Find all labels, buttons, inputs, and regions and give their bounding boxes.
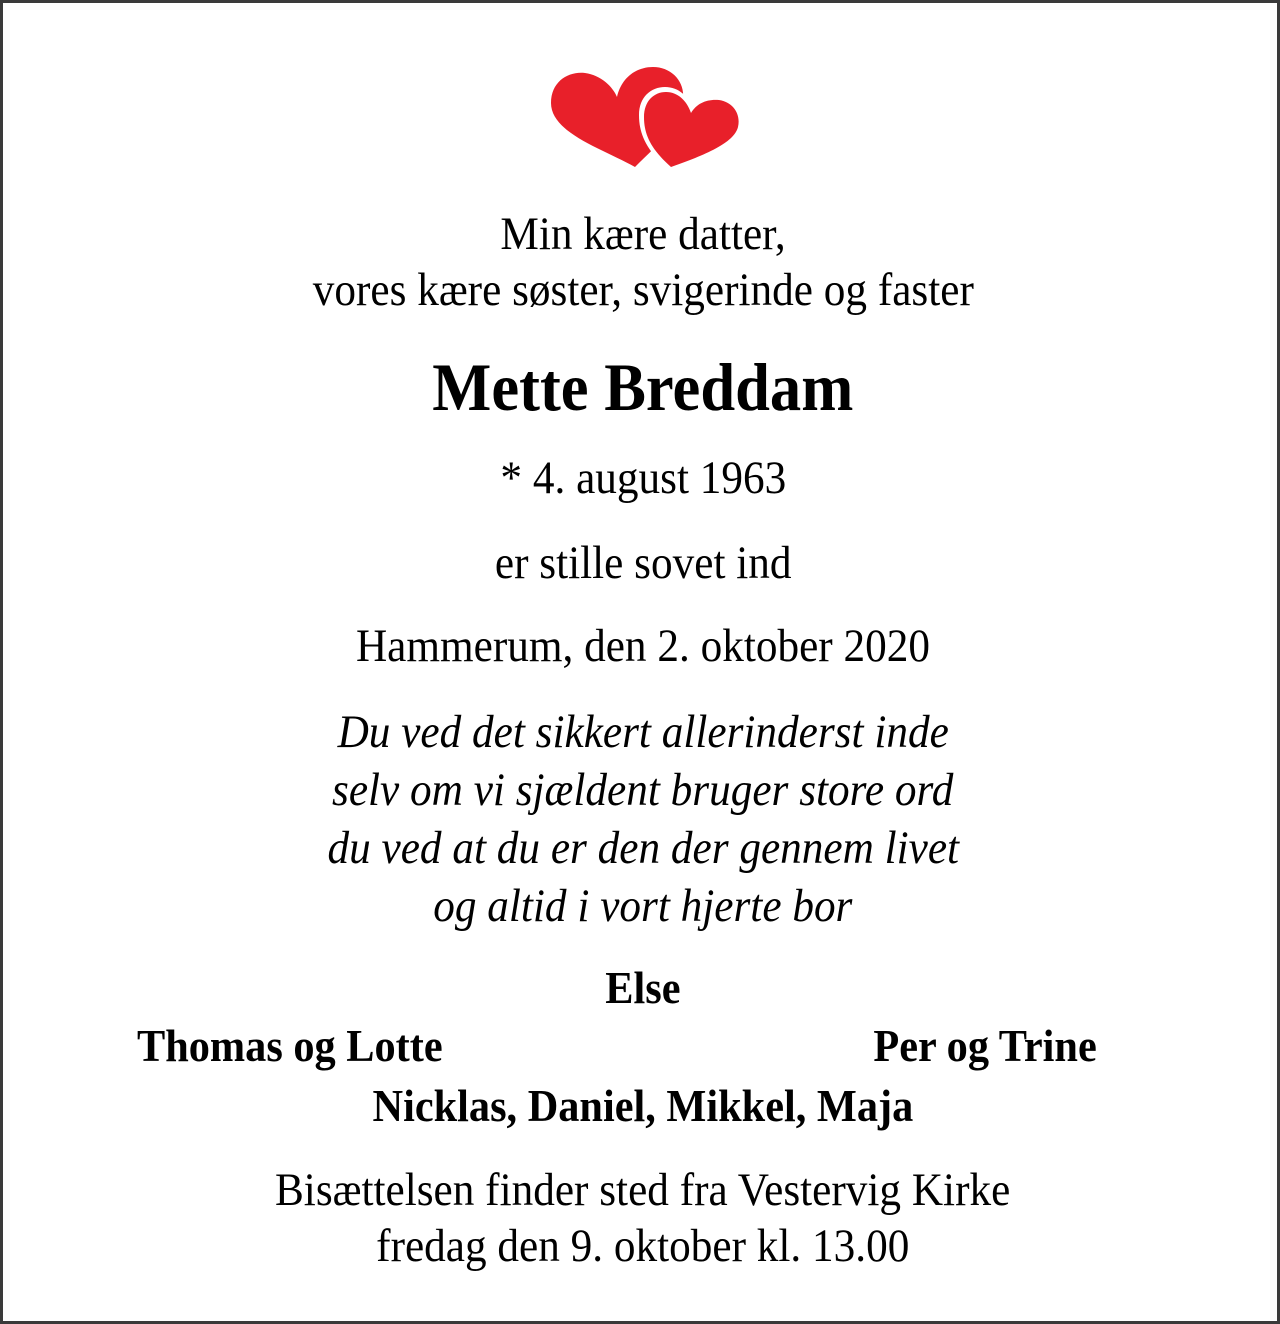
funeral-line-1: Bisættelsen finder sted fra Vestervig Kirke: [275, 1164, 1011, 1216]
mourner-children: Nicklas, Daniel, Mikkel, Maja: [372, 1080, 914, 1131]
mourner-primary: Else: [605, 962, 681, 1013]
intro-line-2: vores kære søster, svigerinde og faster: [312, 264, 974, 316]
mourner-right: Per og Trine: [873, 1020, 1097, 1071]
funeral-line-2: fredag den 9. oktober kl. 13.00: [376, 1220, 910, 1272]
place-and-date: Hammerum, den 2. oktober 2020: [355, 620, 930, 672]
deceased-name: Mette Breddam: [432, 349, 854, 425]
mourner-left: Thomas og Lotte: [137, 1020, 443, 1071]
intro-line-1: Min kære datter,: [500, 208, 786, 260]
passed-away-text: er stille sovet ind: [494, 537, 792, 589]
poem-line-3: du ved at du er den der gennem livet: [327, 822, 959, 874]
poem-line-2: selv om vi sjældent bruger store ord: [332, 764, 954, 816]
poem-line-4: og altid i vort hjerte bor: [433, 880, 853, 932]
birth-date: * 4. august 1963: [500, 452, 786, 504]
two-hearts-icon: [543, 63, 748, 175]
poem-line-1: Du ved det sikkert allerinderst inde: [337, 706, 949, 758]
